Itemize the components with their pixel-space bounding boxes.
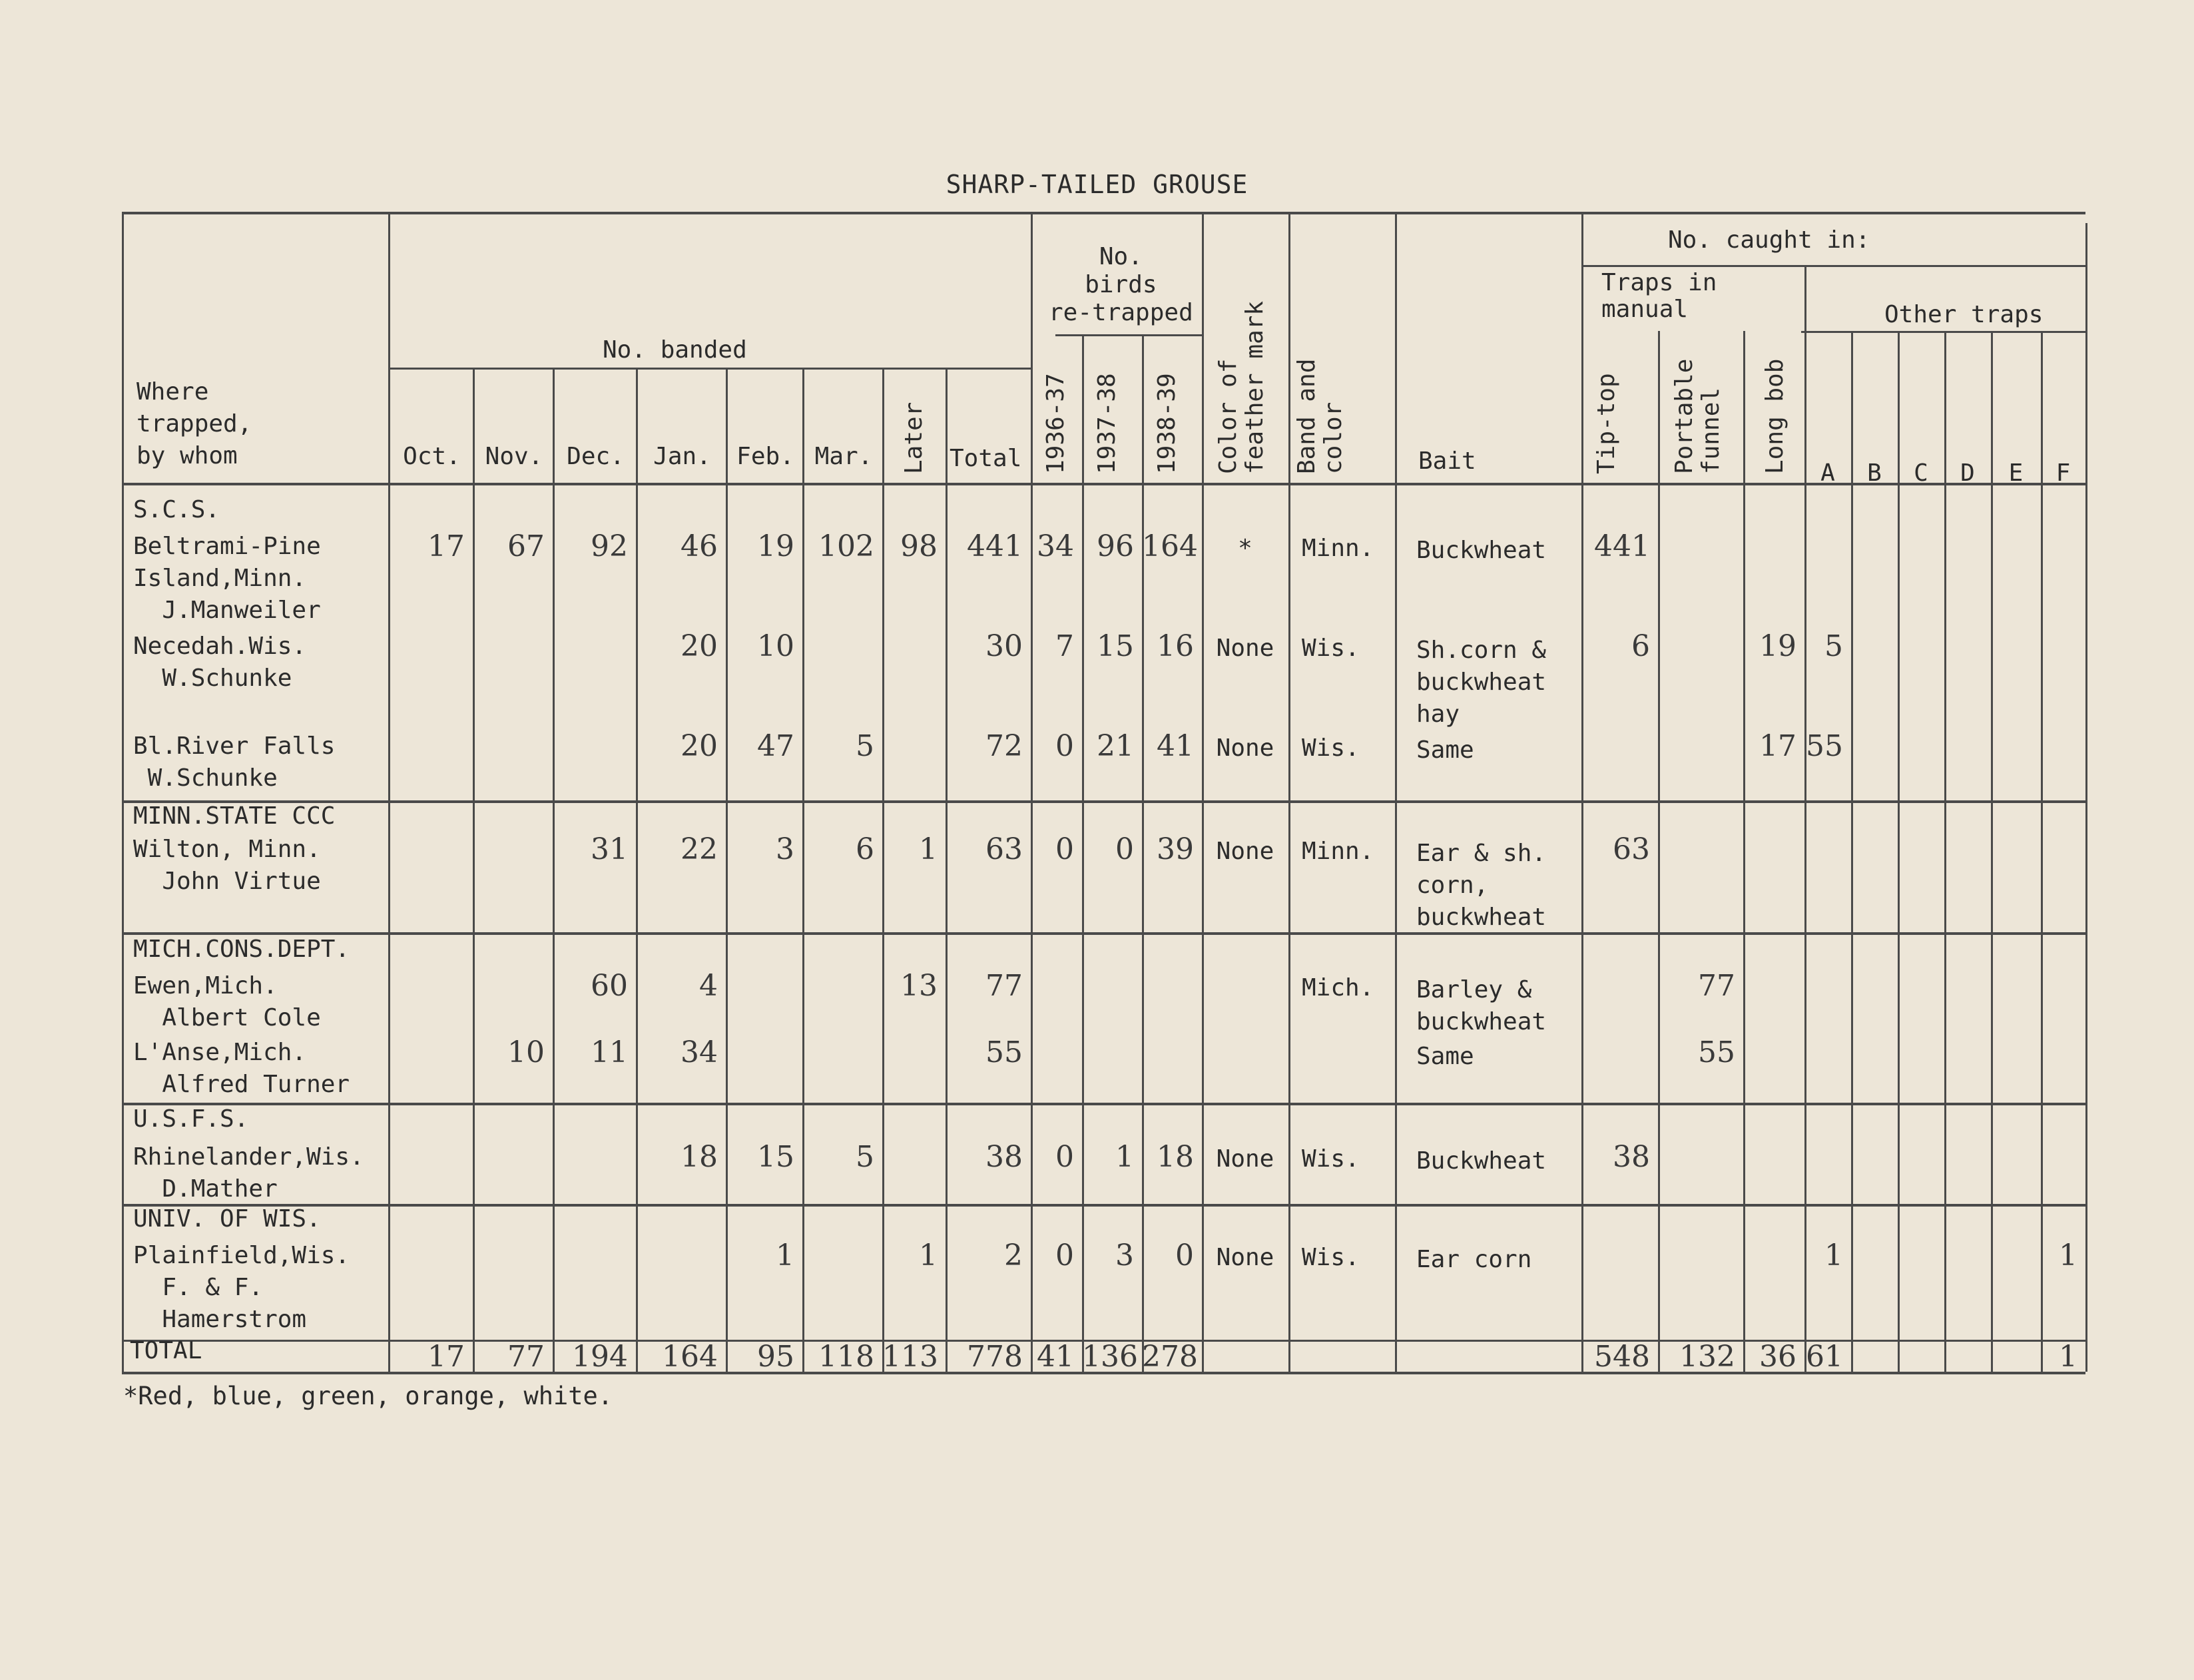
total-cell: 164 (662, 1340, 718, 1374)
count-cell: 96 (1097, 529, 1134, 563)
count-cell: 34 (681, 1035, 718, 1069)
count-cell: 0 (1115, 832, 1134, 866)
band-color-cell: Wis. (1302, 1145, 1360, 1173)
count-cell: 41 (1157, 729, 1194, 763)
count-cell: 55 (1806, 729, 1843, 763)
bait-cell: Barley & buckwheat (1416, 976, 1547, 1035)
retrapped-header: No. birds re-trapped (1049, 243, 1193, 326)
total-cell: 41 (1037, 1340, 1074, 1374)
rule-vertical (1658, 331, 1660, 1372)
count-cell: 0 (1055, 1140, 1074, 1174)
count-cell: 4 (699, 969, 718, 1003)
other-trap-letter: F (2056, 459, 2071, 487)
other-trap-letter: B (1867, 459, 1882, 487)
total-cell: 17 (427, 1340, 465, 1374)
count-cell: 20 (681, 629, 718, 663)
location-trapper: Necedah.Wis. W.Schunke (133, 633, 307, 692)
rule-horizontal (1581, 265, 2085, 267)
season-header: 1938-39 (1153, 373, 1181, 474)
other-trap-letter: A (1820, 459, 1835, 487)
count-cell: 13 (900, 969, 938, 1003)
count-cell: 72 (985, 729, 1023, 763)
total-header: Total (950, 445, 1022, 472)
band-color-cell: Wis. (1302, 635, 1360, 662)
count-cell: 441 (1594, 529, 1650, 563)
rule-vertical (636, 368, 638, 1372)
count-cell: 6 (856, 832, 874, 866)
rule-horizontal (122, 1103, 2085, 1105)
month-header: Dec. (567, 443, 625, 470)
agency-group-label: MINN.STATE CCC (133, 802, 336, 830)
rule-vertical (1031, 212, 1033, 1372)
location-trapper: Bl.River Falls W.Schunke (133, 732, 336, 792)
feather-mark-cell: None (1216, 1145, 1274, 1173)
traps-manual-header: Traps in manual (1601, 269, 1717, 323)
count-cell: 1 (919, 832, 938, 866)
count-cell: 60 (591, 969, 628, 1003)
later-header: Later (900, 402, 928, 474)
feather-mark-cell: None (1216, 1244, 1274, 1271)
season-header: 1936-37 (1042, 373, 1069, 474)
footnote: *Red, blue, green, orange, white. (123, 1382, 613, 1410)
count-cell: 15 (757, 1140, 794, 1174)
agency-group-label: U.S.F.S. (133, 1105, 249, 1133)
count-cell: 18 (1157, 1140, 1194, 1174)
month-header: Mar. (814, 443, 873, 470)
portable-funnel-header: Portable funnel (1671, 358, 1725, 474)
count-cell: 16 (1157, 629, 1194, 663)
agency-group-label: S.C.S. (133, 496, 220, 523)
rule-vertical (1743, 331, 1745, 1372)
rule-vertical (1898, 331, 1900, 1372)
count-cell: 5 (856, 729, 874, 763)
rule-vertical (553, 368, 555, 1372)
total-cell: 548 (1594, 1340, 1650, 1374)
count-cell: 5 (856, 1140, 874, 1174)
count-cell: 21 (1097, 729, 1134, 763)
rule-horizontal (1055, 334, 1202, 336)
totals-label: TOTAL (130, 1337, 202, 1364)
rule-vertical (388, 212, 390, 1372)
count-cell: 92 (591, 529, 628, 563)
count-cell: 55 (985, 1035, 1023, 1069)
rule-vertical (1395, 212, 1397, 1372)
location-trapper: Beltrami-Pine Island,Minn. J.Manweiler (133, 533, 321, 624)
count-cell: 1 (1824, 1239, 1843, 1272)
rule-vertical (1581, 212, 1583, 1372)
bait-cell: Sh.corn & buckwheat hay (1416, 637, 1547, 728)
rule-vertical (1202, 212, 1204, 1372)
count-cell: 10 (507, 1035, 545, 1069)
other-trap-letter: E (2008, 459, 2024, 487)
count-cell: 19 (1759, 629, 1796, 663)
count-cell: 11 (591, 1035, 628, 1069)
count-cell: 55 (1698, 1035, 1735, 1069)
rule-vertical (473, 368, 475, 1372)
rule-horizontal (122, 932, 2085, 935)
count-cell: 63 (1613, 832, 1650, 866)
total-cell: 778 (967, 1340, 1023, 1374)
total-cell: 132 (1679, 1340, 1735, 1374)
rule-horizontal (122, 483, 2085, 485)
total-cell: 194 (572, 1340, 628, 1374)
total-cell: 77 (507, 1340, 545, 1374)
band-color-cell: Minn. (1302, 838, 1374, 865)
count-cell: 47 (757, 729, 794, 763)
season-header: 1937-38 (1093, 373, 1121, 474)
total-cell: 118 (818, 1340, 874, 1374)
count-cell: 441 (967, 529, 1023, 563)
feather-mark-cell: None (1216, 635, 1274, 662)
count-cell: 77 (985, 969, 1023, 1003)
bait-cell: Ear & sh. corn, buckwheat (1416, 840, 1547, 931)
count-cell: 10 (757, 629, 794, 663)
caught-in-header: No. caught in: (1668, 226, 1870, 254)
count-cell: 20 (681, 729, 718, 763)
rule-vertical (946, 368, 948, 1372)
count-cell: 77 (1698, 969, 1735, 1003)
rule-vertical (882, 368, 884, 1372)
other-trap-letter: C (1914, 459, 1928, 487)
location-trapper: L'Anse,Mich. Alfred Turner (133, 1039, 350, 1098)
rule-vertical (1851, 331, 1853, 1372)
count-cell: 0 (1055, 1239, 1074, 1272)
bait-cell: Same (1416, 736, 1474, 764)
count-cell: 15 (1097, 629, 1134, 663)
bait-header: Bait (1418, 447, 1476, 475)
rule-vertical (1944, 331, 1946, 1372)
count-cell: 19 (757, 529, 794, 563)
count-cell: 3 (776, 832, 794, 866)
rule-vertical (2085, 223, 2087, 1372)
feather-mark-cell: * (1238, 535, 1252, 562)
rule-horizontal (388, 368, 1031, 370)
count-cell: 17 (427, 529, 465, 563)
feather-mark-cell: None (1216, 734, 1274, 762)
where-header: Where trapped, by whom (137, 378, 252, 469)
count-cell: 6 (1631, 629, 1650, 663)
band-color-header: Band and color (1293, 358, 1347, 474)
count-cell: 38 (985, 1140, 1023, 1174)
count-cell: 46 (681, 529, 718, 563)
count-cell: 22 (681, 832, 718, 866)
rule-vertical (2041, 331, 2043, 1372)
total-cell: 1 (2059, 1340, 2077, 1374)
count-cell: 102 (818, 529, 874, 563)
location-trapper: Ewen,Mich. Albert Cole (133, 972, 321, 1031)
rule-vertical (122, 212, 124, 1372)
count-cell: 1 (919, 1239, 938, 1272)
color-mark-header: Color of feather mark (1215, 300, 1268, 474)
rule-vertical (1288, 212, 1290, 1372)
location-trapper: Wilton, Minn. John Virtue (133, 836, 321, 895)
no-banded-header: No. banded (603, 336, 747, 364)
total-cell: 278 (1142, 1340, 1198, 1374)
count-cell: 0 (1055, 832, 1074, 866)
month-header: Oct. (403, 443, 461, 470)
total-cell: 36 (1759, 1340, 1796, 1374)
bait-cell: Ear corn (1416, 1246, 1532, 1273)
long-bob-header: Long bob (1761, 358, 1788, 474)
band-color-cell: Wis. (1302, 1244, 1360, 1271)
location-trapper: Rhinelander,Wis. D.Mather (133, 1143, 364, 1203)
count-cell: 164 (1142, 529, 1198, 563)
agency-group-label: UNIV. OF WIS. (133, 1205, 321, 1233)
count-cell: 0 (1175, 1239, 1194, 1272)
rule-horizontal (122, 212, 2085, 214)
count-cell: 18 (681, 1140, 718, 1174)
count-cell: 63 (985, 832, 1023, 866)
month-header: Nov. (485, 443, 543, 470)
rule-vertical (726, 368, 728, 1372)
count-cell: 67 (507, 529, 545, 563)
other-trap-letter: D (1960, 459, 1975, 487)
count-cell: 31 (591, 832, 628, 866)
count-cell: 30 (985, 629, 1023, 663)
total-cell: 61 (1806, 1340, 1843, 1374)
total-cell: 136 (1082, 1340, 1138, 1374)
other-traps-header: Other traps (1884, 301, 2044, 328)
tip-top-header: Tip-top (1593, 373, 1620, 474)
feather-mark-cell: None (1216, 838, 1274, 865)
band-color-cell: Wis. (1302, 734, 1360, 762)
count-cell: 0 (1055, 729, 1074, 763)
count-cell: 1 (1115, 1140, 1134, 1174)
rule-vertical (1991, 331, 1993, 1372)
rule-horizontal (122, 800, 2085, 803)
month-header: Jan. (653, 443, 711, 470)
rule-vertical (802, 368, 804, 1372)
count-cell: 3 (1115, 1239, 1134, 1272)
count-cell: 2 (1004, 1239, 1023, 1272)
count-cell: 39 (1157, 832, 1194, 866)
count-cell: 7 (1055, 629, 1074, 663)
band-color-cell: Mich. (1302, 974, 1374, 1001)
bait-cell: Buckwheat (1416, 1147, 1547, 1175)
band-color-cell: Minn. (1302, 535, 1374, 562)
bait-cell: Same (1416, 1043, 1474, 1070)
count-cell: 17 (1759, 729, 1796, 763)
count-cell: 1 (776, 1239, 794, 1272)
count-cell: 38 (1613, 1140, 1650, 1174)
count-cell: 5 (1824, 629, 1843, 663)
location-trapper: Plainfield,Wis. F. & F. Hamerstrom (133, 1242, 350, 1333)
month-header: Feb. (736, 443, 794, 470)
agency-group-label: MICH.CONS.DEPT. (133, 936, 350, 963)
rule-horizontal (122, 1204, 2085, 1207)
count-cell: 34 (1037, 529, 1074, 563)
count-cell: 1 (2059, 1239, 2077, 1272)
total-cell: 95 (757, 1340, 794, 1374)
total-cell: 113 (882, 1340, 938, 1374)
bait-cell: Buckwheat (1416, 537, 1547, 564)
page-title: SHARP-TAILED GROUSE (946, 170, 1248, 199)
count-cell: 98 (900, 529, 938, 563)
